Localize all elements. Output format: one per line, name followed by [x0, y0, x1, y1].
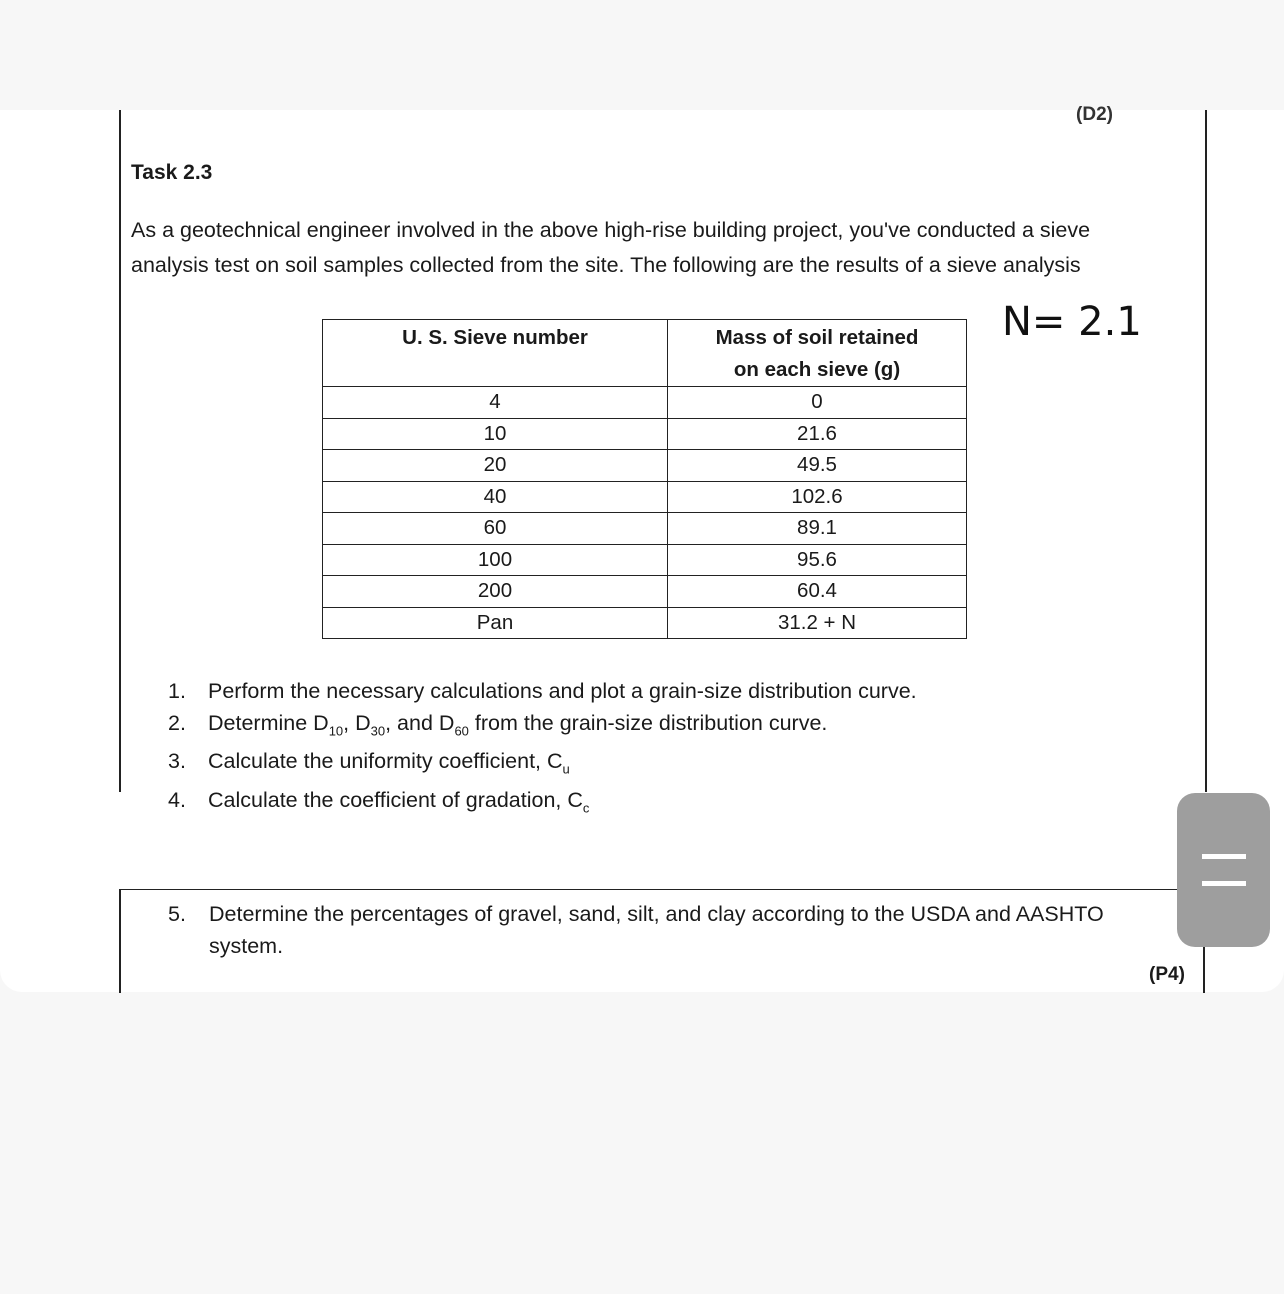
question-item-4: 4. Calculate the coefficient of gradation, $C_c$ [168, 788, 590, 816]
sieve-cell: 200 [323, 576, 668, 608]
sieve-cell: 60 [323, 513, 668, 545]
sieve-cell: 20 [323, 450, 668, 482]
table-row [323, 418, 967, 450]
sieve-cell: 100 [323, 544, 668, 576]
sieve-analysis-table [322, 319, 967, 639]
sieve-cell: 4 [323, 387, 668, 419]
question-item-2: 2. Determine $D_{10}$, $D_{30}$, and $D_{60}$ from the grain-size distribution curve. [168, 710, 828, 738]
intro-line-2: analysis test on soil samples collected from the site. The following are the results of a sieve analysis [131, 253, 1081, 277]
intro-line-1: As a geotechnical engineer involved in the above high-rise building project, you've conducted a sieve [131, 218, 1091, 242]
drag-handle[interactable] [1177, 793, 1270, 947]
mass-cell: 49.5 [668, 450, 967, 482]
task-title: Task 2.3 [131, 161, 213, 184]
mass-cell: 60.4 [668, 576, 967, 608]
header-mass-retained: Mass of soil retained on each sieve (g) [668, 320, 967, 387]
table-row [323, 450, 967, 482]
table-row [323, 544, 967, 576]
table-row [323, 513, 967, 545]
mass-cell: 31.2 + N [668, 607, 967, 639]
question-item-3: 3. Calculate the uniformity coefficient, $C_u$ [168, 749, 570, 777]
task-intro [131, 213, 1201, 283]
table-row [323, 387, 967, 419]
table-row [323, 607, 967, 639]
mass-cell: 21.6 [668, 418, 967, 450]
table-row [323, 576, 967, 608]
marks-label-bottom: (P4) [1149, 964, 1185, 985]
marks-label-top: (D2) [1076, 104, 1113, 125]
mass-cell: 102.6 [668, 481, 967, 513]
question-item-1: 1. Perform the necessary calculations and plot a grain-size distribution curve. [168, 679, 917, 703]
question-item-5: 5. Determine the percentages of gravel, sand, silt, and clay according to the USDA and AASHTO system. [168, 902, 1104, 958]
mass-cell: 95.6 [668, 544, 967, 576]
table-header-row [323, 320, 967, 387]
drag-handle-icon [1202, 854, 1246, 886]
table-row [323, 481, 967, 513]
sieve-cell: 10 [323, 418, 668, 450]
handwritten-n-value: N= 2.1 [1002, 299, 1142, 345]
header-sieve-number: U. S. Sieve number [323, 320, 668, 387]
mass-cell: 89.1 [668, 513, 967, 545]
sieve-cell: 40 [323, 481, 668, 513]
sieve-cell: Pan [323, 607, 668, 639]
question-list [168, 676, 917, 824]
mass-cell: 0 [668, 387, 967, 419]
